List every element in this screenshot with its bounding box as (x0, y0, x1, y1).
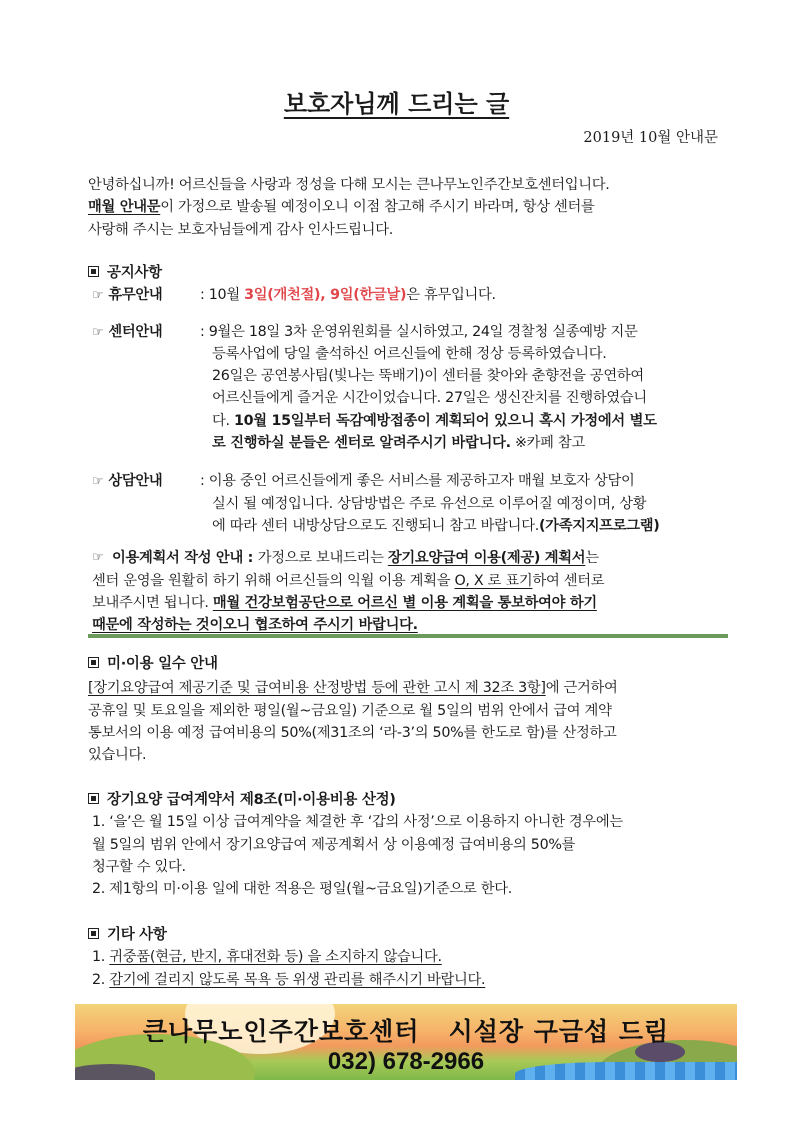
sender-signature: 큰나무노인주간보호센터 시설장 구금섭 드림 (142, 1017, 670, 1046)
pointing-hand-icon: ☞ (92, 324, 104, 340)
text-line (88, 722, 738, 744)
text-line (200, 387, 657, 409)
text-segment: 월 5일의 범위 안에서 장기요양급여 제공계획서 상 이용예정 급여비용의 50%를 (92, 836, 576, 853)
text-line (88, 219, 738, 241)
text-segment: 이 가정으로 발송될 예정이오니 이점 참고해 주시기 바라며, 항상 센터를 (160, 199, 595, 216)
emphasized-text: 매월 건강보험공단으로 어르신 별 이용 계획을 통보하여야 하기 (212, 594, 597, 611)
text-segment: 2. (92, 971, 110, 988)
text-line (92, 834, 738, 856)
text-segment: ※카페 참고 (510, 435, 585, 452)
text-segment: 은 휴무입니다. (406, 287, 496, 304)
etc-text (92, 946, 738, 991)
nonuse-text (88, 677, 738, 766)
square-bullet-icon (88, 266, 99, 277)
contract-section (88, 789, 738, 900)
notice-heading: 공지사항 (88, 262, 738, 284)
emphasized-text: 이용계획서 작성 안내 : (112, 550, 258, 567)
text-segment: : 10월 (200, 287, 245, 304)
text-segment: : 이용 중인 어르신들에게 좋은 서비스를 제공하고자 매월 보호자 상담이 (200, 473, 635, 490)
text-segment: 보내주시면 됩니다. (92, 594, 213, 611)
text-segment: 1. ‘을’은 월 15일 이상 급여계약을 체결한 후 ‘갑의 사정’으로 이용하지 아니한 경우에는 (92, 814, 623, 831)
text-line (200, 432, 657, 454)
etc-section (88, 924, 738, 991)
text-line (88, 700, 738, 722)
holiday-text (200, 284, 496, 307)
text-line (92, 946, 738, 968)
text-line (92, 856, 738, 878)
square-bullet-icon (88, 657, 99, 668)
text-segment: 는 (585, 550, 599, 567)
text-segment: 에 근거하여 (545, 680, 618, 697)
text-segment: 2. 제1항의 미·이용 일에 대한 적용은 평일(월~금요일)기준으로 한다. (92, 881, 513, 898)
text-segment: 안녕하십니까! 어르신들을 사랑과 정성을 다해 모시는 큰나무노인주간보호센터입니다. (88, 177, 610, 193)
emphasized-text: 귀중품(현금, 반지, 휴대전화 등) 을 소지하지 않습니다. (109, 949, 442, 966)
emphasized-text: 3일(개천절), 9일(한글날) (244, 287, 407, 304)
text-line (200, 493, 660, 515)
contract-heading: 장기요양 급여계약서 제8조(미·이용비용 산정) (88, 789, 738, 811)
text-line (200, 515, 660, 537)
text-segment: 청구할 수 있다. (92, 858, 186, 875)
emphasized-text: 10월 15일부터 독감예방접종이 계획되어 있으니 혹시 가정에서 별도 (234, 412, 657, 429)
etc-heading: 기타 사항 (88, 924, 738, 946)
text-line (200, 365, 657, 387)
text-line (200, 343, 657, 365)
pointing-hand-icon: ☞ (92, 550, 104, 566)
text-line (200, 284, 496, 306)
text-line (92, 878, 738, 900)
intro-paragraph (88, 174, 738, 241)
emphasized-text: 장기요양급여 이용(제공) 계획서 (387, 550, 586, 567)
text-segment: 어르신들에게 즐거운 시간이었습니다. 27일은 생신잔치를 진행하였습니 (212, 390, 647, 407)
emphasized-text: 때문에 작성하는 것이오니 협조하여 주시기 바랍니다. (92, 617, 418, 634)
text-line (200, 410, 657, 432)
counsel-text (200, 470, 660, 537)
holiday-label: 휴무안내 (108, 287, 163, 304)
emphasized-text: O, X 로 표기 (454, 572, 533, 589)
text-line (92, 811, 738, 833)
text-line (92, 547, 738, 569)
text-segment: 등록사업에 당일 출석하신 어르신들에 한해 정상 등록하였습니다. (212, 345, 607, 362)
pointing-hand-icon: ☞ (92, 288, 104, 304)
phone-number: 032) 678-2966 (327, 1048, 485, 1075)
text-line (88, 174, 738, 196)
text-segment: : 9월은 18일 3차 운영위원회를 실시하였고, 24일 경찰청 실종예방 지문 (200, 323, 638, 340)
text-segment: 사랑해 주시는 보호자님들에게 감사 인사드립니다. (88, 221, 393, 238)
emphasized-text: 매월 안내문 (88, 199, 161, 216)
pointing-hand-icon: ☞ (92, 474, 104, 490)
text-segment: 있습니다. (88, 747, 147, 764)
text-segment: 통보서의 이용 예정 급여비용의 50%(제31조의 ‘라-3’의 50%를 한도로 함)를 산정하고 (88, 724, 617, 741)
page-title: 보호자님께 드리는 글 (283, 90, 510, 118)
text-segment: 가정으로 보내드리는 (257, 550, 388, 567)
square-bullet-icon (88, 928, 99, 939)
text-segment: 실시 될 예정입니다. 상담방법은 주로 유선으로 이루어질 예정이며, 상황 (212, 495, 647, 512)
text-line (200, 470, 660, 492)
center-text (200, 321, 657, 455)
text-segment: 센터 운영을 원활히 하기 위해 어르신들의 익월 이용 계획을 (92, 572, 455, 589)
emphasized-text: [장기요양급여 제공기준 및 급여비용 산정방법 등에 관한 고시 제 32조 3항] (88, 680, 546, 697)
text-segment: 에 따라 센터 내방상담으로도 진행되니 참고 바랍니다. (212, 517, 539, 534)
nonuse-heading: 미·이용 일수 안내 (88, 653, 738, 675)
text-segment: 1. (92, 949, 110, 966)
nonuse-section (88, 653, 738, 766)
emphasized-text: (가족지지프로그램) (538, 517, 660, 534)
text-line (200, 321, 657, 343)
text-segment: 다. (212, 412, 234, 429)
text-line (92, 570, 738, 592)
text-line (92, 592, 738, 614)
plan-text (92, 547, 738, 636)
emphasized-text: 감기에 걸리지 않도록 목욕 등 위생 관리를 해주시기 바랍니다. (109, 971, 486, 988)
emphasized-text: 로 진행하실 분들은 센터로 알려주시기 바랍니다. (212, 435, 511, 452)
text-segment: 26일은 공연봉사팀(빛나는 뚝배기)이 센터를 찾아와 춘향전을 공연하여 (212, 368, 644, 385)
counsel-label: 상담안내 (108, 473, 163, 490)
text-segment: 하여 센터로 (532, 572, 605, 589)
text-line (92, 969, 738, 991)
notice-date: 2019년 10월 안내문 (583, 130, 718, 146)
text-segment: 공휴일 및 토요일을 제외한 평일(월~금요일) 기준으로 월 5일의 범위 안에서 급여 계약 (88, 702, 612, 719)
contract-text (92, 811, 738, 900)
section-divider (88, 634, 728, 638)
footer-banner (75, 1004, 737, 1080)
text-line (88, 677, 738, 699)
text-line (88, 196, 738, 218)
center-label: 센터안내 (108, 323, 163, 340)
square-bullet-icon (88, 793, 99, 804)
notice-section (88, 262, 738, 636)
text-line (88, 744, 738, 766)
